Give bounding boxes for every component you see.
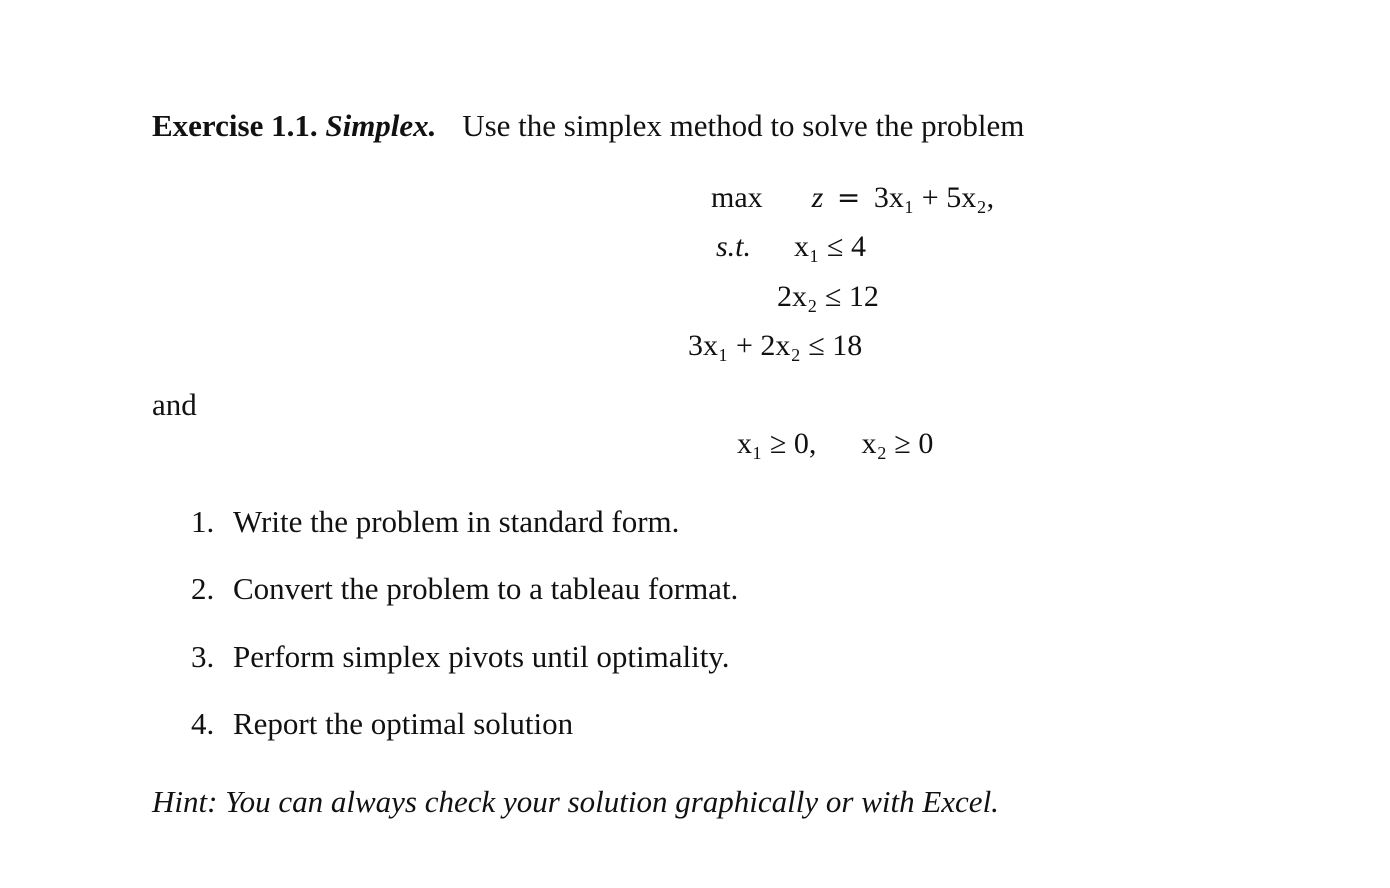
list-item xyxy=(191,708,573,739)
constraint-3: 3x₁ + 2x₂ ≤ 18 xyxy=(688,329,863,362)
constraint-1: x₁ ≤ 4 xyxy=(794,230,866,263)
constraint-row-2 xyxy=(777,282,879,312)
objective-row: max z = 3x₁ + 5x₂, xyxy=(711,181,995,214)
connector-text: and xyxy=(152,387,197,422)
list-item xyxy=(191,506,679,537)
objective-var: z xyxy=(811,181,824,214)
nonneg-x1: x₁ ≥ 0, xyxy=(737,427,817,460)
list-item-number: 3. xyxy=(191,639,215,674)
list-item-text: Convert the problem to a tableau format. xyxy=(233,571,739,606)
list-item-number: 2. xyxy=(191,571,215,606)
list-item xyxy=(191,573,738,604)
nonnegativity-row xyxy=(737,429,933,459)
constraint-row-1 xyxy=(716,232,866,262)
list-item-number: 1. xyxy=(191,504,215,539)
constraint-2: 2x₂ ≤ 12 xyxy=(777,280,879,313)
exercise-topic: Simplex. xyxy=(325,108,437,143)
exercise-heading xyxy=(152,110,1024,141)
exercise-intro: Use the simplex method to solve the problem xyxy=(462,108,1025,143)
hint-text: Hint: You can always check your solution graphically or with Excel. xyxy=(152,784,999,819)
list-item-text: Perform simplex pivots until optimality. xyxy=(233,639,730,674)
list-item-text: Report the optimal solution xyxy=(233,706,574,741)
objective-keyword: max xyxy=(711,181,763,214)
list-item-text: Write the problem in standard form. xyxy=(233,504,680,539)
constraint-row-3 xyxy=(688,331,862,361)
objective-expr: 3x₁ + 5x₂, xyxy=(873,181,995,214)
list-item xyxy=(191,641,730,672)
subject-to-keyword: s.t. xyxy=(716,230,752,263)
exercise-label: Exercise 1.1. xyxy=(152,108,318,143)
list-item-number: 4. xyxy=(191,706,215,741)
nonneg-x2: x₂ ≥ 0 xyxy=(861,427,934,460)
